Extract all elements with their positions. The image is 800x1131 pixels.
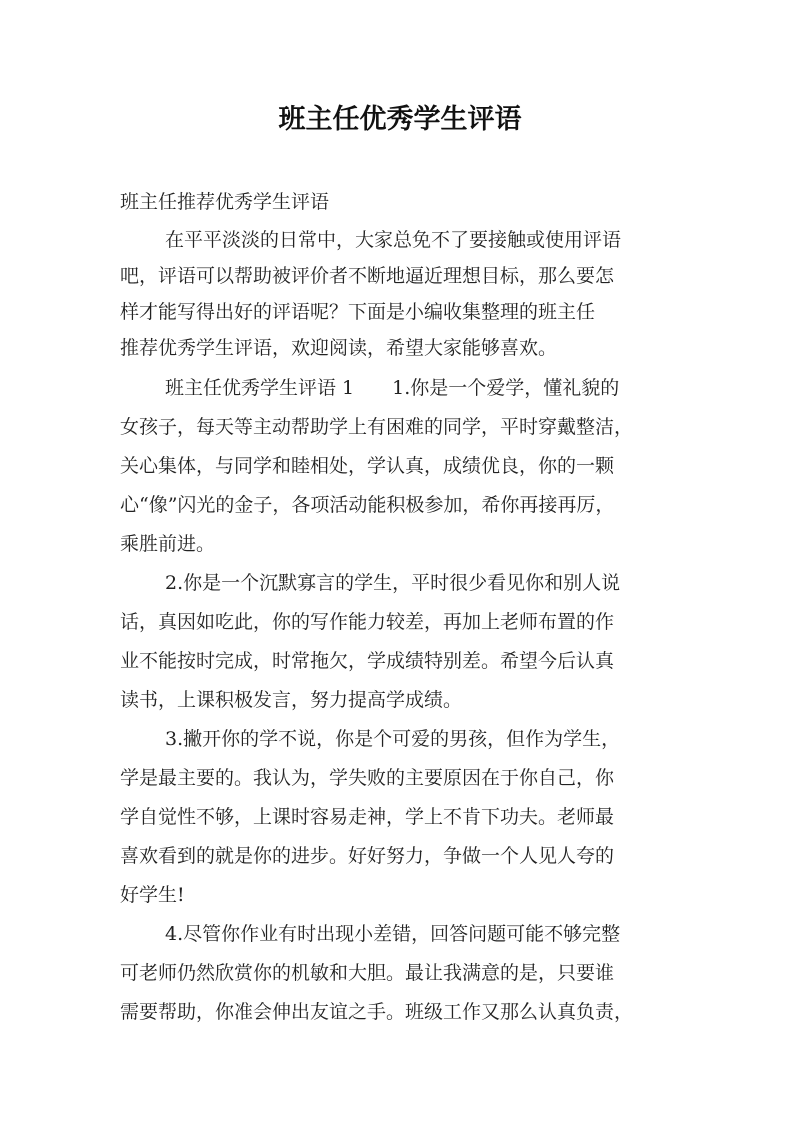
document-subtitle: 班主任推荐优秀学生评语 [120, 191, 330, 213]
paragraph-line: 喜欢看到的就是你的进步。好好努力，争做一个人见人夸的 [120, 845, 615, 867]
paragraph-line: 4.尽管你作业有时出现小差错，回答问题可能不够完整 [165, 923, 621, 945]
paragraph-line: 需要帮助，你准会伸出友谊之手。班级工作又那么认真负责， [120, 1001, 634, 1023]
page-title: 班主任优秀学生评语 [278, 104, 522, 135]
paragraph-line: 女孩子，每天等主动帮助学上有困难的同学，平时穿戴整洁， [120, 416, 634, 438]
paragraph-line: 业不能按时完成，时常拖欠，学成绩特别差。希望今后认真 [120, 650, 615, 672]
paragraph-line: 学是最主要的。我认为，学失败的主要原因在于你自己，你 [120, 767, 615, 789]
paragraph-line: 关心集体，与同学和睦相处，学认真，成绩优良，你的一颗 [120, 455, 615, 477]
paragraph-line: 好学生! [120, 884, 185, 906]
paragraph-line: 在平平淡淡的日常中，大家总免不了要接触或使用评语 [165, 229, 622, 251]
paragraph-line: 班主任优秀学生评语 1 1.你是一个爱学，懂礼貌的 [165, 377, 620, 399]
paragraph-line: 推荐优秀学生评语，欢迎阅读，希望大家能够喜欢。 [120, 337, 558, 359]
paragraph-line: 读书，上课积极发言，努力提高学成绩。 [120, 689, 463, 711]
paragraph-line: 可老师仍然欣赏你的机敏和大胆。最让我满意的是，只要谁 [120, 962, 615, 984]
paragraph-line: 话，真因如吃此，你的写作能力较差，再加上老师布置的作 [120, 611, 615, 633]
paragraph-line: 3.撇开你的学不说，你是个可爱的男孩，但作为学生， [165, 728, 621, 750]
paragraph-line: 乘胜前进。 [120, 533, 216, 555]
paragraph-line: 学自觉性不够，上课时容易走神，学上不肯下功夫。老师最 [120, 806, 615, 828]
paragraph-line: 2.你是一个沉默寡言的学生，平时很少看见你和别人说 [165, 572, 621, 594]
paragraph-line: 心“像”闪光的金子，各项活动能积极参加，希你再接再厉， [120, 494, 615, 516]
paragraph-line: 样才能写得出好的评语呢？下面是小编收集整理的班主任 [120, 301, 596, 323]
paragraph-line: 吧，评语可以帮助被评价者不断地逼近理想目标，那么要怎 [120, 265, 615, 287]
